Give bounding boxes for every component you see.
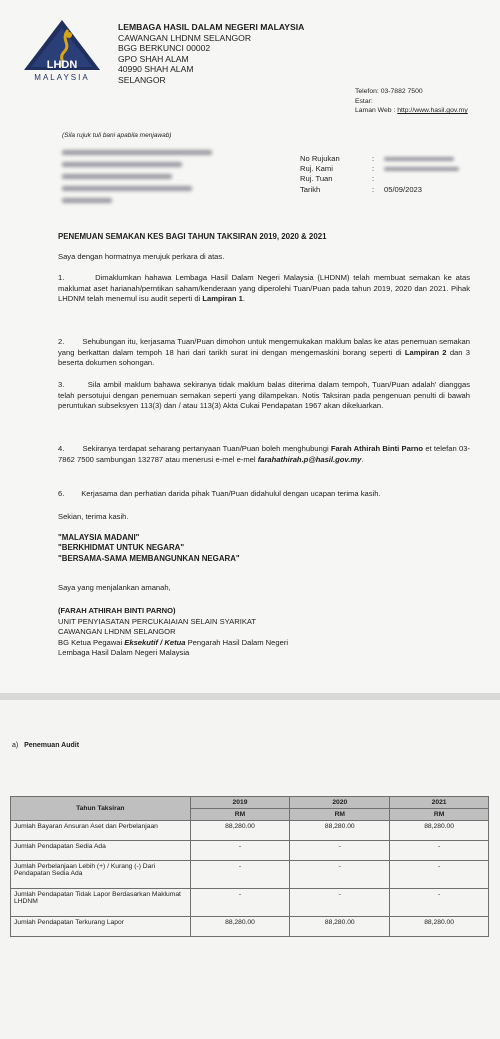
table-row: Jumlah Bayaran Ansuran Aset dan Perbelanjaan 88,280.00 88,280.00 88,280.00 bbox=[11, 821, 489, 841]
unit-header: RM bbox=[390, 809, 489, 821]
paragraph-3: 3. Sila ambil maklum bahawa sekiranya tidak maklum balas diterima dalam tempoh, Tuan/Puan adalah' dianggas telah persotujui dengan penemuan semakan seperti yang dilampekan. Notis Taksiran pada pengenuan penulti di bawah peruntukan subseksyen 113(3) dan / atau 113(3) Akta Cukai Pendapatan 1967 akan dikeluarkan. bbox=[58, 380, 470, 411]
website-link[interactable]: http://www.hasil.gov.my bbox=[397, 107, 468, 114]
unit-header: RM bbox=[190, 809, 290, 821]
address-line: CAWANGAN LHDNM SELANGOR bbox=[118, 32, 252, 43]
year-header: 2019 bbox=[190, 797, 290, 809]
signatory-org: Lembaga Hasil Dalam Negeri Malaysia bbox=[58, 648, 190, 657]
svg-text:MALAYSIA: MALAYSIA bbox=[34, 73, 90, 82]
signatory-name: (FARAH ATHIRAH BINTI PARNO) bbox=[58, 606, 176, 615]
address-line: GPO SHAH ALAM bbox=[118, 53, 189, 64]
address-line: BGG BERKUNCI 00002 bbox=[118, 43, 211, 54]
paragraph-1: 1. Dimaklumkan hahawa Lembaga Hasil Dalam Negeri Malaysia (LHDNM) telah membuat semakan ke atas maklumat aset harianah/perntikan saham/kenderaan yang diperolehi Tuan/Puan pada tahun 2019, 2020 dan 2021. Pihak LHDNM telah menemul isu audit seperti di Lampiran 1. bbox=[58, 273, 470, 304]
redacted-value bbox=[384, 167, 459, 171]
ref-row: Ruj. Kami : bbox=[300, 164, 464, 174]
table-header: Tahun Taksiran bbox=[11, 797, 191, 821]
paragraph-6: 6. Kerjasama dan perhatian darida pihak Tuan/Puan didahulul dengan ucapan terima kasih. bbox=[58, 489, 381, 498]
slogan-block bbox=[58, 533, 240, 564]
letter-date: 05/09/2023 bbox=[384, 184, 423, 194]
amanah: Saya yang menjalankan amanah, bbox=[58, 583, 171, 592]
lhdn-logo bbox=[22, 18, 102, 83]
reference-note: (Sila rujuk tuli bani apabila menjawab) bbox=[62, 132, 172, 139]
contact-email[interactable]: farahathirah.p@hasil.gov.my bbox=[257, 454, 362, 464]
contact-details bbox=[355, 87, 468, 116]
greeting: Saya dengan hormatnya merujuk perkara di atas. bbox=[58, 252, 225, 261]
table-header-row bbox=[11, 797, 489, 809]
ref-row: Tarikh : 05/09/2023 bbox=[300, 185, 464, 195]
contact-person: Farah Athirah Binti Parno bbox=[330, 444, 424, 453]
table-row: Jumlah Pendapatan Sedia Ada - - - bbox=[11, 841, 489, 861]
paragraph-4: 4. Sekiranya terdapat seharang pertanyaan Tuan/Puan boleh menghubungi Farah Athirah Binti Parno et telefan 03-7862 7500 sambungan 132787 atau menerusi e-mel e-mel farahathirah.p@hasil.gov.my. bbox=[58, 444, 470, 464]
redacted-recipient-address bbox=[62, 150, 212, 210]
table-row: Jumlah Pendapatan Terkurang Lapor 88,280.00 88,280.00 88,280.00 bbox=[11, 917, 489, 937]
slogan: "BERSAMA-SAMA MEMBANGUNKAN NEGARA" bbox=[58, 553, 240, 563]
signatory-role: BG Ketua Pegawai Eksekutif / Ketua Pengarah Hasil Dalam Negeri bbox=[58, 637, 289, 647]
paragraph-2: 2. Sehubungan itu, kerjasama Tuan/Puan dimohon untuk mengemukakan maklum balas ke atas penemuan semakan yang berkattan dalam tempoh 18 hari dari tarikh surat ini dengan mengemaskini borang seperti di Lampiran 2 dan 3 beserta dokumen sohongan. bbox=[58, 337, 470, 368]
signatory-branch: CAWANGAN LHDNM SELANGOR bbox=[58, 627, 176, 636]
svg-text:LHDN: LHDN bbox=[46, 59, 78, 71]
website-line bbox=[355, 106, 468, 116]
address-line: 40990 SHAH ALAM bbox=[118, 64, 194, 75]
lhdn-emblem-icon bbox=[22, 18, 102, 83]
unit-header: RM bbox=[290, 809, 390, 821]
organisation-name: LEMBAGA HASIL DALAM NEGERI MALAYSIA bbox=[118, 22, 305, 32]
year-header: 2020 bbox=[290, 797, 390, 809]
table-row: Jumlah Pendapatan Tidak Lapor Berdasarkan Maklumat LHDNM - - - bbox=[11, 889, 489, 917]
table-row: Jumlah Perbelanjaan Lebih (+) / Kurang (-) Dari Pendapatan Sedia Ada - - - bbox=[11, 861, 489, 889]
ref-row: No Rujukan : bbox=[300, 154, 464, 164]
estar: Estar: bbox=[355, 97, 373, 105]
section-heading: a) Penemuan Audit bbox=[12, 742, 80, 749]
year-header: 2021 bbox=[390, 797, 489, 809]
closing: Sekian, terima kasih. bbox=[58, 512, 129, 521]
ref-row: Ruj. Tuan : bbox=[300, 174, 375, 184]
address-line: SELANGOR bbox=[118, 74, 166, 85]
redacted-value bbox=[384, 157, 454, 161]
letter-title: PENEMUAN SEMAKAN KES BAGI TAHUN TAKSIRAN 2019, 2020 & 2021 bbox=[58, 232, 327, 241]
slogan: "MALAYSIA MADANI" bbox=[58, 533, 140, 542]
signature-block bbox=[58, 606, 288, 659]
website-label: Laman Web : bbox=[355, 107, 398, 114]
telephone: Telefon: 03-7882 7500 bbox=[355, 88, 423, 95]
slogan: "BERKHIDMAT UNTUK NEGARA" bbox=[58, 543, 185, 553]
signatory-unit: UNIT PENYIASATAN PERCUKAIAIAN SELAIN SYARIKAT bbox=[58, 616, 257, 626]
organisation-address bbox=[118, 22, 304, 86]
reference-block bbox=[300, 154, 464, 195]
audit-findings-table bbox=[10, 796, 489, 937]
